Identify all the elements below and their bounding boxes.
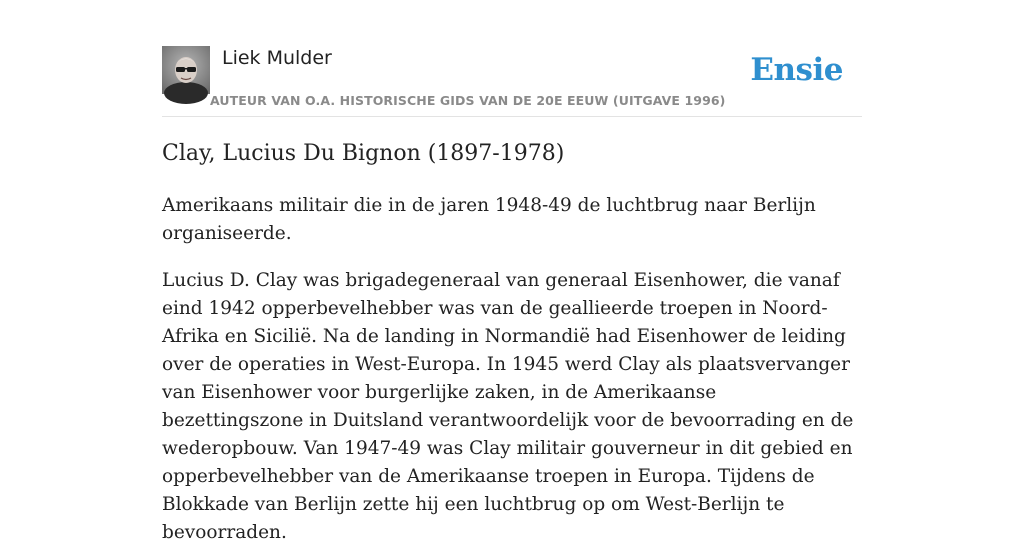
article (162, 138, 862, 547)
author-header (162, 46, 862, 117)
avatar-photo (162, 46, 210, 94)
article-paragraph: Lucius D. Clay was brigadegeneraal van generaal Eisenhower, die vanaf eind 1942 opperbevelhebber was van de geallieerde troepen in Noord-Afrika en Sicilië. Na de landing in Normandië had Eisenhower de leiding over de operaties in West-Europa. In 1945 werd Clay als plaatsvervanger van Eisenhower voor burgerlijke zaken, in de Amerikaanse bezettingszone in Duitsland verantwoordelijk voor de bevoorrading en de wederopbouw. Van 1947-49 was Clay militair gouverneur in dit gebied en opperbevelhebber van de Amerikaanse troepen in Europa. Tijdens de Blokkade van Berlijn zette hij een luchtbrug op om West-Berlijn te bevoorraden. (162, 270, 854, 543)
article-paragraph: Amerikaans militair die in de jaren 1948-49 de luchtbrug naar Berlijn organiseerde. (162, 195, 816, 244)
article-title: Clay, Lucius Du Bignon (1897-1978) (162, 141, 565, 166)
author-bio: AUTEUR VAN O.A. HISTORISCHE GIDS VAN DE 20E EEUW (UITGAVE 1996) (210, 93, 726, 108)
author-name[interactable]: Liek Mulder (222, 47, 332, 69)
author-avatar[interactable] (162, 46, 210, 94)
ensie-logo[interactable]: Ensie (750, 52, 843, 88)
